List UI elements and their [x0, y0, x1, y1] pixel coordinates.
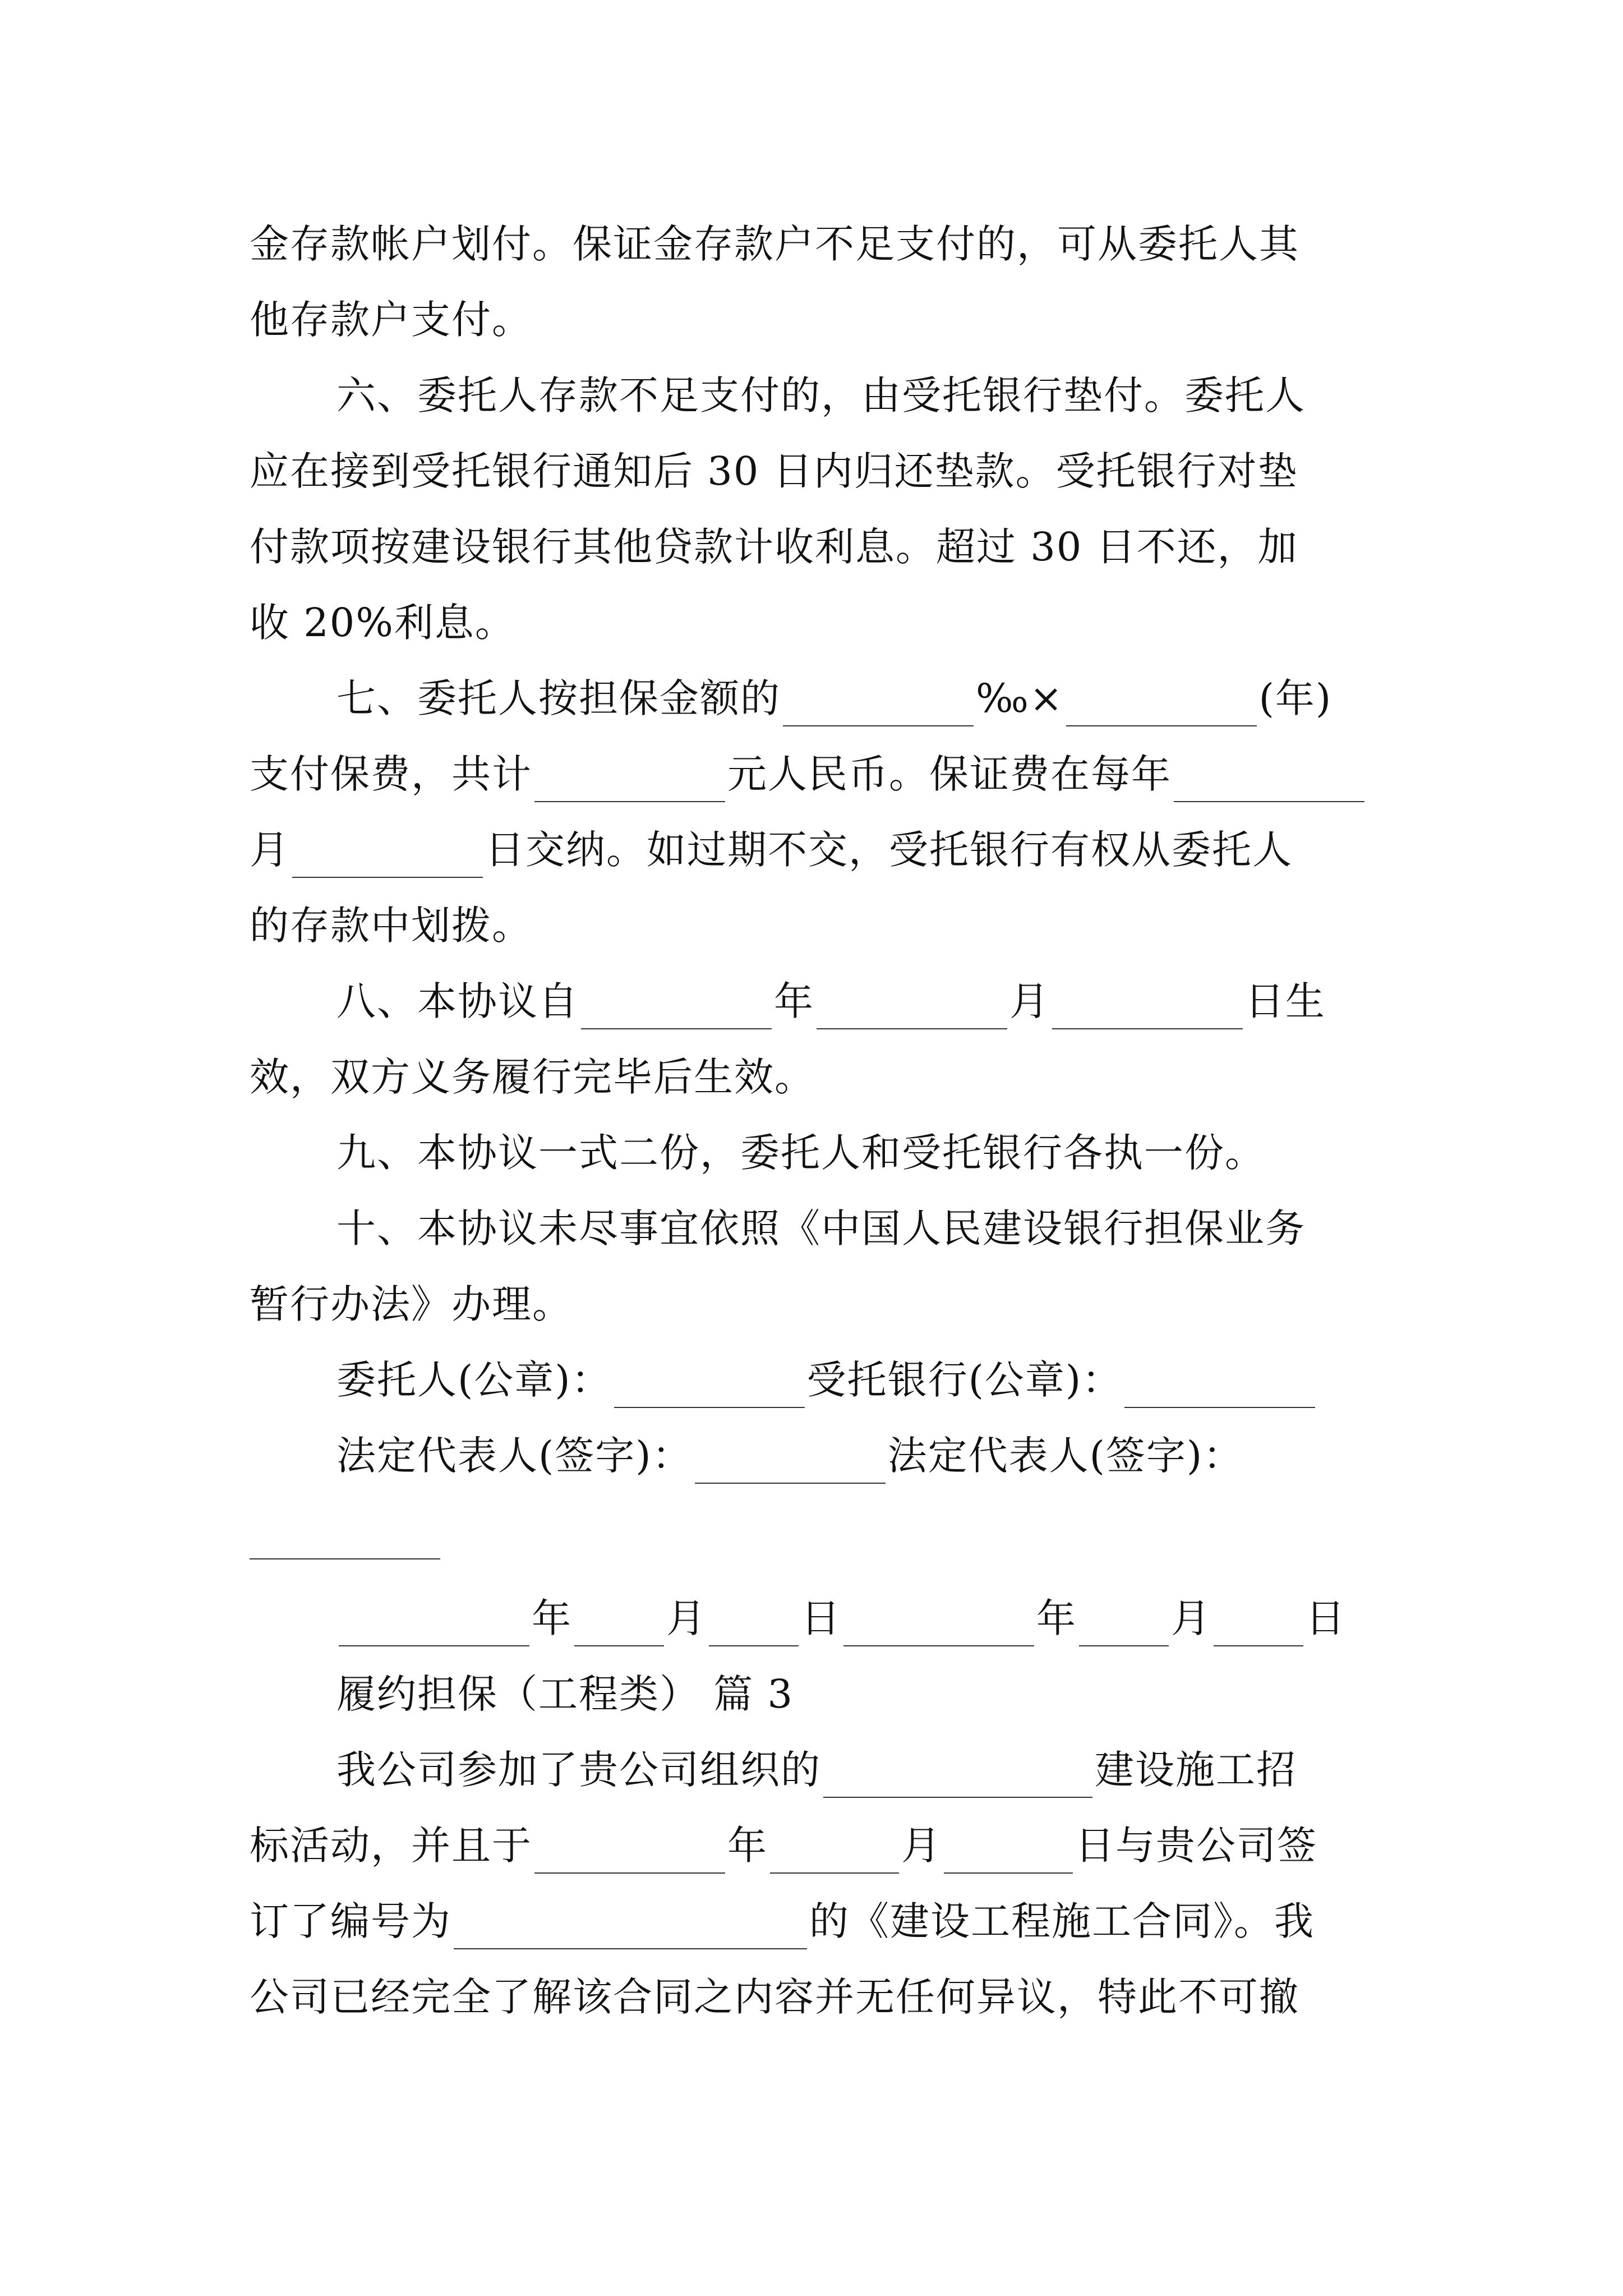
text-line: 付款项按建设银行其他贷款计收利息。超过 30 日不还，加 — [250, 524, 1298, 570]
text-line: 收 20%利息。 — [250, 600, 515, 646]
text-segment: 日 — [801, 1595, 841, 1641]
signature-line-seal — [336, 1352, 1385, 1408]
effective-year-blank[interactable] — [581, 983, 772, 1029]
sign-year-blank[interactable] — [534, 1828, 725, 1874]
text-line — [250, 1818, 1385, 1874]
clause-9: 九、本协议一式二份，委托人和受托银行各执一份。 — [336, 1130, 1265, 1176]
pay-day-blank[interactable] — [292, 832, 483, 878]
bank-seal-label: 受托银行(公章)： — [806, 1357, 1123, 1403]
text-line — [250, 746, 1385, 802]
text-segment: 八、本协议自 — [336, 978, 579, 1024]
sign-day-blank[interactable] — [944, 1828, 1073, 1874]
text-segment: 我公司参加了贵公司组织的 — [336, 1747, 821, 1793]
text-line — [250, 1503, 1385, 1559]
year-unit: (年) — [1258, 675, 1332, 721]
pay-year-blank[interactable] — [1174, 756, 1364, 802]
clause-8 — [336, 973, 1385, 1029]
clause-10: 十、本协议未尽事宜依照《中国人民建设银行担保业务 — [336, 1205, 1306, 1251]
text-segment: 日 — [1306, 1595, 1346, 1641]
text-segment: 年 — [774, 978, 814, 1024]
text-line: 他存款户支付。 — [250, 297, 532, 343]
text-segment: 标活动，并且于 — [250, 1823, 532, 1869]
bank-rep-label: 法定代表人(签字)： — [887, 1433, 1244, 1479]
text-segment: 日交纳。如过期不交，受托银行有权从委托人 — [485, 827, 1293, 873]
text-segment: 订了编号为 — [250, 1898, 451, 1944]
principal-rep-blank[interactable] — [695, 1438, 886, 1484]
text-segment: 月 — [250, 827, 290, 873]
date2-month-blank[interactable] — [1079, 1600, 1169, 1646]
text-line: 应在接到受托银行通知后 30 日内归还垫款。受托银行对垫 — [250, 448, 1298, 494]
signature-line-rep — [336, 1428, 1385, 1484]
text-segment: 日生 — [1245, 978, 1326, 1024]
text-line: 金存款帐户划付。保证金存款户不足支付的，可从委托人其 — [250, 221, 1299, 267]
text-segment: 年 — [532, 1595, 572, 1641]
text-segment: 建设施工招 — [1095, 1747, 1297, 1793]
text-line — [250, 822, 1385, 878]
project-name-blank[interactable] — [823, 1752, 1092, 1798]
effective-day-blank[interactable] — [1052, 983, 1243, 1029]
permille-sign: ‰× — [976, 675, 1064, 721]
bank-rep-blank[interactable] — [250, 1513, 440, 1559]
text-segment: 支付保费，共计 — [250, 751, 532, 797]
text-segment: 日与贵公司签 — [1075, 1823, 1317, 1869]
total-fee-blank[interactable] — [534, 756, 725, 802]
years-blank[interactable] — [1066, 680, 1257, 726]
bank-seal-blank[interactable] — [1124, 1362, 1315, 1408]
text-segment: 的《建设工程施工合同》。我 — [809, 1898, 1315, 1944]
text-line: 公司已经完全了解该合同之内容并无任何异议，特此不可撤 — [250, 1974, 1299, 2020]
clause-6: 六、委托人存款不足支付的，由受托银行垫付。委托人 — [336, 372, 1306, 418]
date1-day-blank[interactable] — [709, 1600, 799, 1646]
clause-7 — [336, 670, 1385, 726]
text-segment: 月 — [901, 1823, 942, 1869]
text-line: 的存款中划拨。 — [250, 903, 532, 949]
principal-seal-label: 委托人(公章)： — [336, 1357, 612, 1403]
principal-seal-blank[interactable] — [614, 1362, 805, 1408]
date-line — [336, 1590, 1385, 1646]
text-line: 效，双方义务履行完毕后生效。 — [250, 1054, 815, 1100]
text-segment: 月 — [1171, 1595, 1211, 1641]
text-line — [336, 1742, 1385, 1798]
text-segment: 月 — [666, 1595, 707, 1641]
principal-rep-label: 法定代表人(签字)： — [336, 1433, 693, 1479]
sign-month-blank[interactable] — [770, 1828, 899, 1874]
date2-year-blank[interactable] — [843, 1600, 1034, 1646]
section-heading: 履约担保（工程类） 篇 3 — [336, 1671, 794, 1717]
text-line — [250, 1893, 1385, 1949]
text-segment: 月 — [1009, 978, 1050, 1024]
effective-month-blank[interactable] — [817, 983, 1007, 1029]
date2-day-blank[interactable] — [1214, 1600, 1303, 1646]
text-segment: 年 — [727, 1823, 768, 1869]
clause-7-text: 七、委托人按担保金额的 — [336, 675, 781, 721]
rate-blank[interactable] — [783, 680, 974, 726]
text-segment: 年 — [1036, 1595, 1077, 1641]
date1-year-blank[interactable] — [339, 1600, 529, 1646]
text-segment: 元人民币。保证费在每年 — [727, 751, 1172, 797]
date1-month-blank[interactable] — [574, 1600, 664, 1646]
contract-number-blank[interactable] — [454, 1903, 807, 1949]
text-line: 暂行办法》办理。 — [250, 1281, 573, 1327]
